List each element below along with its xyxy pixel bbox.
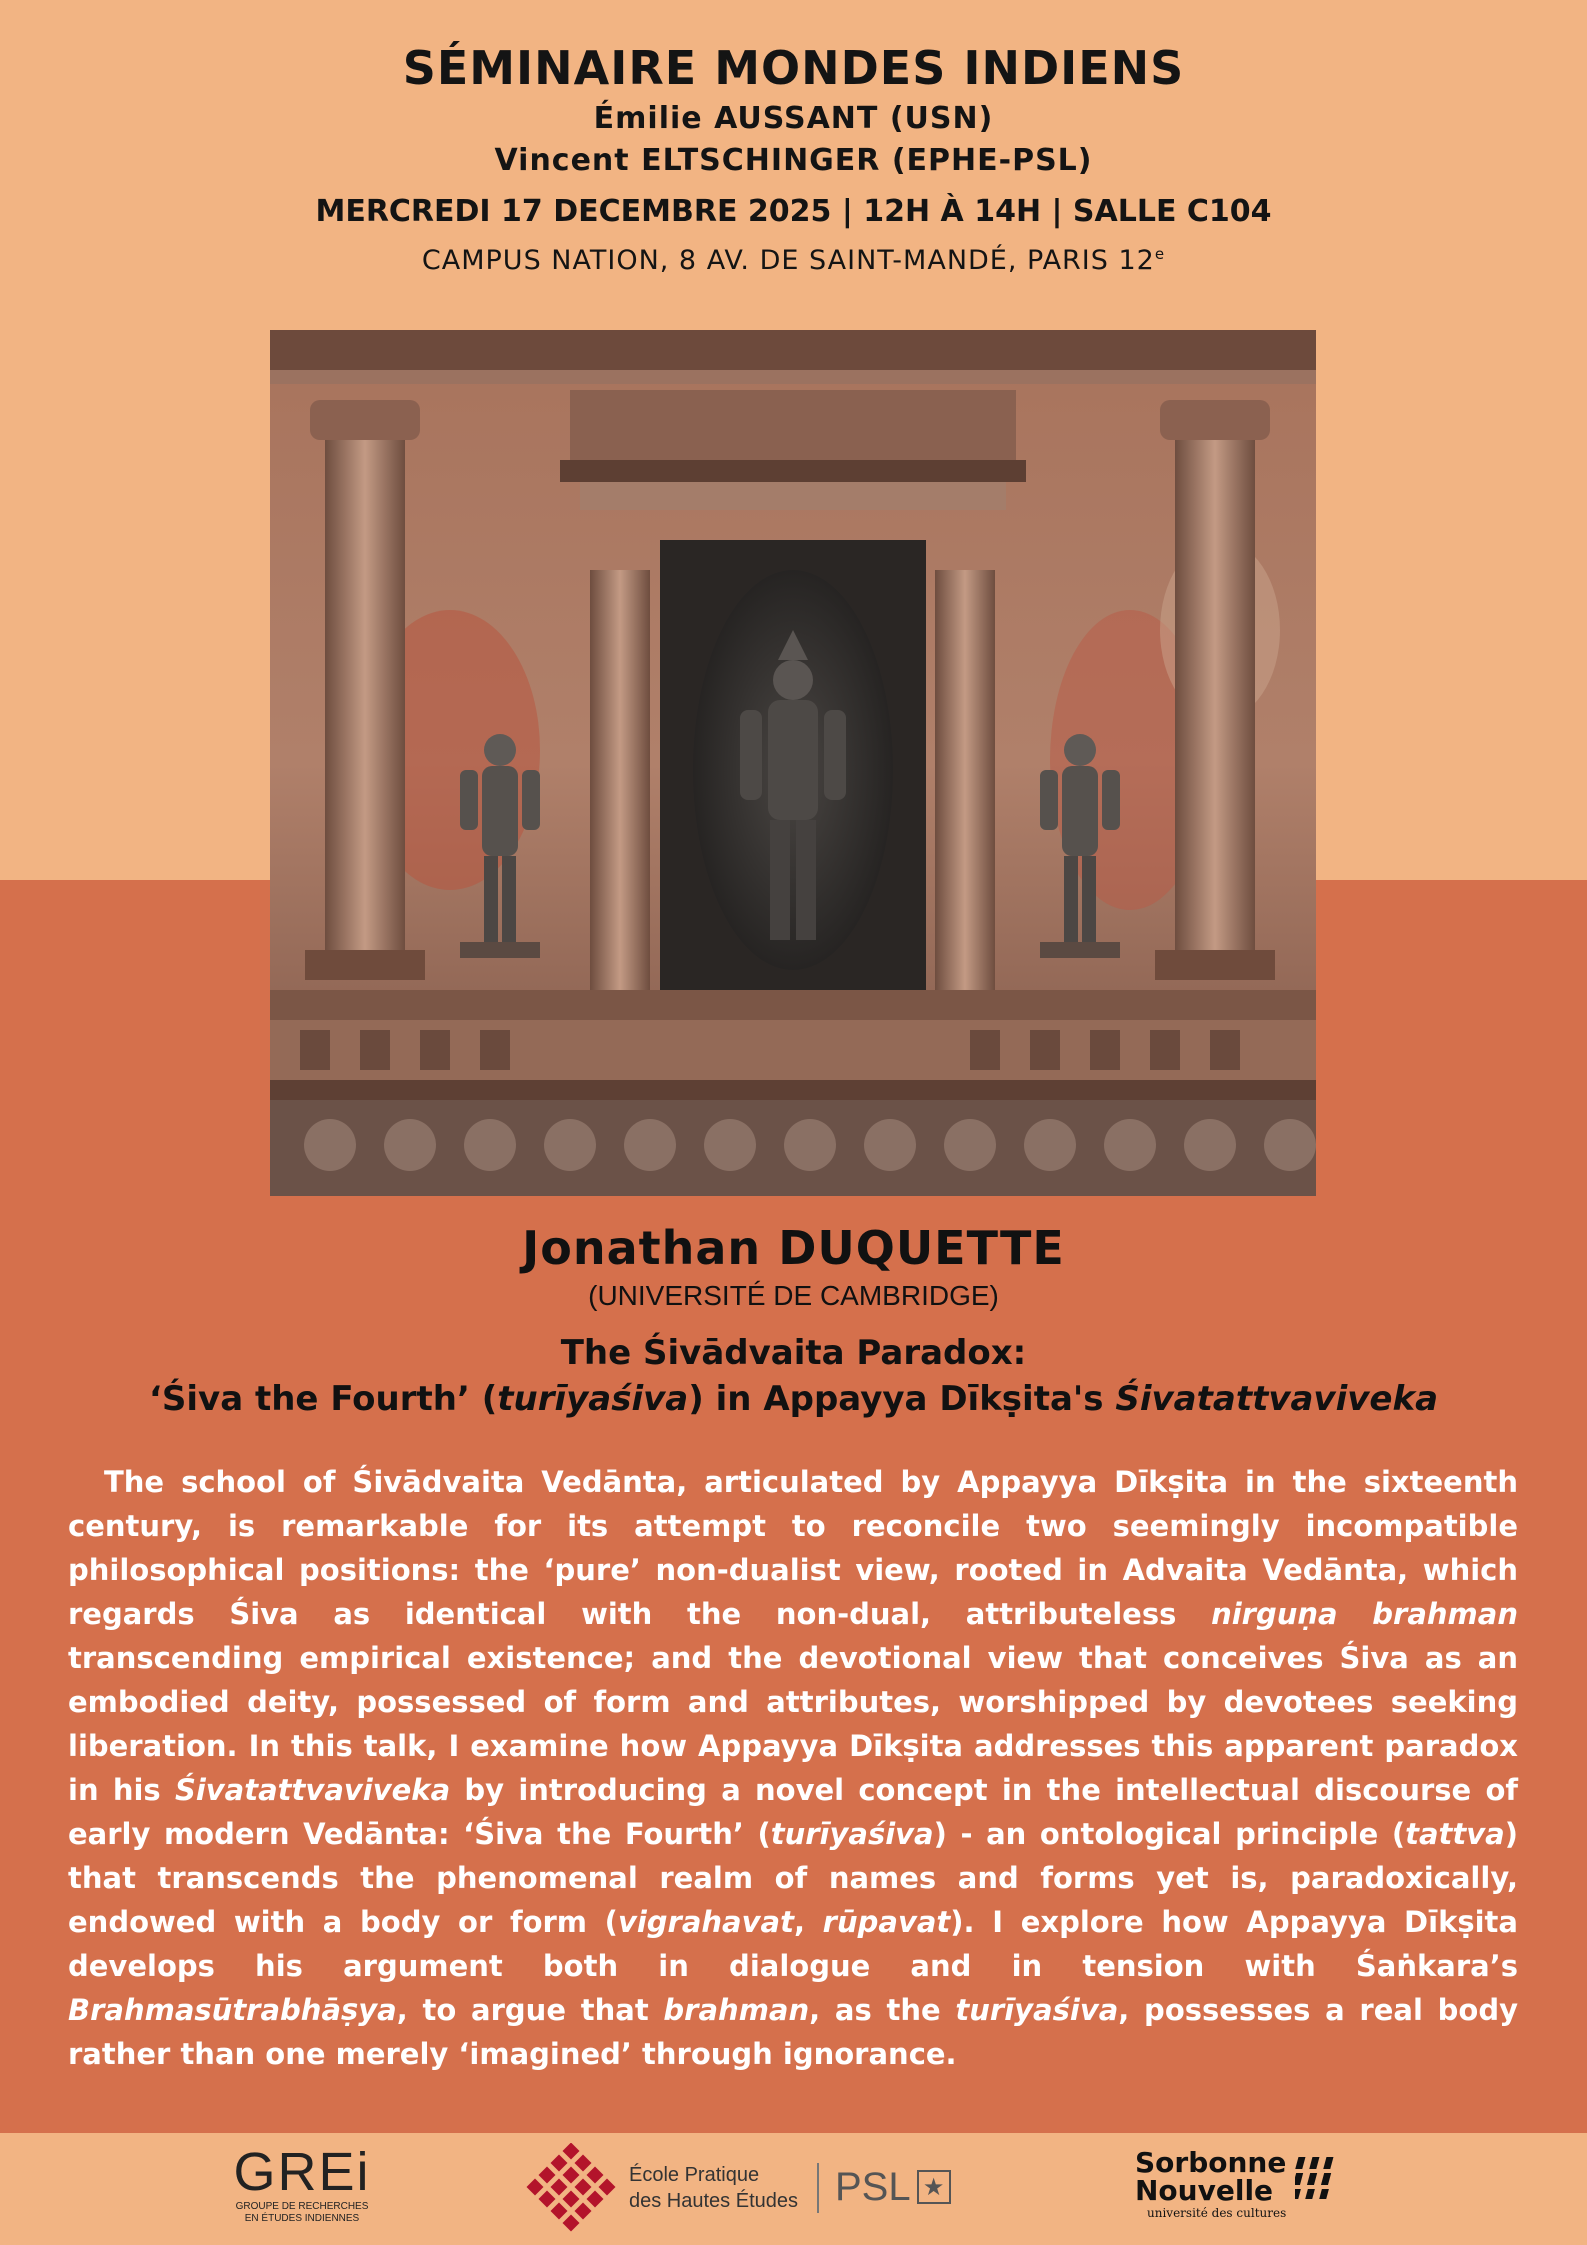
sorbonne-bars-icon <box>1295 2155 1343 2201</box>
event-datetime: MERCREDI 17 DECEMBRE 2025 | 12H À 14H | SALLE C104 <box>315 194 1272 229</box>
partner-logos <box>0 2133 1587 2245</box>
abstract-text: by introducing a novel concept in the intellectual discourse of early modern Vedānta: ‘Śiva the Fourth’ ( <box>68 1773 1518 1851</box>
title-part-a: ‘Śiva the Fourth’ ( <box>148 1379 498 1419</box>
abstract-text: The school of Śivādvaita Vedānta, articulated by Appayya Dīkṣita in the sixteenth century, is remarkable for its attempt to reconcile two seemingly incompatible philosophical positions: the ‘pure’ non-dualist view, rooted in Advaita Vedānta, which regards Śiva as identical with the non-dual, attributeless <box>68 1465 1518 1631</box>
ephe-logo <box>525 2141 975 2237</box>
talk-title <box>0 1330 1587 1422</box>
speaker-affiliation: (UNIVERSITÉ DE CAMBRIDGE) <box>588 1280 999 1311</box>
abstract-text: , as the <box>809 1993 956 2027</box>
abstract-italic: turīyaśiva <box>770 1817 934 1851</box>
talk-title-line2 <box>0 1376 1587 1422</box>
sorbonne-subtitle: université des cultures <box>1147 2206 1287 2220</box>
venue-text: CAMPUS NATION, 8 AV. DE SAINT-MANDÉ, PARIS 12 <box>421 245 1155 276</box>
venue-superscript: e <box>1154 245 1166 263</box>
abstract-italic: Brahmasūtrabhāṣya <box>68 1993 397 2027</box>
psl-wordmark <box>835 2165 951 2209</box>
ephe-name-line1: École Pratique <box>629 2164 760 2186</box>
sorbonne-nouvelle-logo <box>1135 2146 1355 2239</box>
ephe-name-line2: des Hautes Études <box>629 2190 798 2212</box>
talk-title-line1: The Śivādvaita Paradox: <box>560 1333 1027 1373</box>
abstract-italic: turīyaśiva <box>955 1993 1119 2027</box>
organizer-2: Vincent ELTSCHINGER (EPHE-PSL) <box>494 143 1093 178</box>
organizer-1: Émilie AUSSANT (USN) <box>593 101 994 136</box>
grei-wordmark: GREi <box>233 2142 371 2202</box>
title-part-c: ) in Appayya Dīkṣita's <box>688 1379 1116 1419</box>
event-venue <box>0 232 1587 283</box>
abstract-italic: brahman <box>663 1993 810 2027</box>
abstract-italic: Śivatattvaviveka <box>174 1773 451 1807</box>
abstract-italic: rūpavat <box>822 1905 951 1939</box>
speaker <box>0 1218 1587 1314</box>
psl-label: PSL <box>835 2165 911 2209</box>
grei-subtitle-1: GROUPE DE RECHERCHES <box>235 2201 369 2212</box>
sorbonne-line1: Sorbonne <box>1135 2146 1287 2179</box>
grei-logo <box>232 2143 372 2233</box>
abstract <box>68 1460 1518 2076</box>
abstract-text: transcending empirical existence; and the devotional view that conceives Śiva as an embodied deity, possessed of form and attributes, worshipped by devotees seeking liberation. In this talk, I examine how Appayya Dīkṣita addresses this apparent paradox in his <box>68 1641 1518 1807</box>
grei-subtitle-2: EN ÉTUDES INDIENNES <box>244 2213 360 2224</box>
speaker-name: Jonathan DUQUETTE <box>522 1221 1065 1275</box>
abstract-italic: tattva <box>1405 1817 1505 1851</box>
abstract-text: , to argue that <box>396 1993 664 2027</box>
seminar-title: SÉMINAIRE MONDES INDIENS <box>402 41 1185 95</box>
abstract-italic: nirguṇa brahman <box>1211 1597 1518 1631</box>
title-part-b: turīyaśiva <box>497 1379 689 1419</box>
psl-star-icon: ★ <box>917 2170 951 2204</box>
ephe-divider <box>817 2163 819 2213</box>
abstract-italic: vigrahavat <box>617 1905 794 1939</box>
ephe-diamond-icon <box>525 2143 617 2235</box>
abstract-text: ). I explore how Appayya Dīkṣita develops his argument both in dialogue and in tension with Śaṅkara’s <box>68 1905 1518 1983</box>
abstract-text: , possesses a real body rather than one merely ‘imagined’ through ignorance. <box>68 1993 1518 2071</box>
temple-photo <box>270 330 1316 1196</box>
sorbonne-line2: Nouvelle <box>1135 2174 1274 2207</box>
abstract-text: ) - an ontological principle ( <box>933 1817 1406 1851</box>
header <box>0 38 1587 283</box>
abstract-text: , <box>793 1905 823 1939</box>
abstract-text: ) that transcends the phenomenal realm of names and forms yet is, paradoxically, endowed with a body or form ( <box>68 1817 1518 1939</box>
title-part-d: Śivatattvaviveka <box>1115 1379 1439 1419</box>
